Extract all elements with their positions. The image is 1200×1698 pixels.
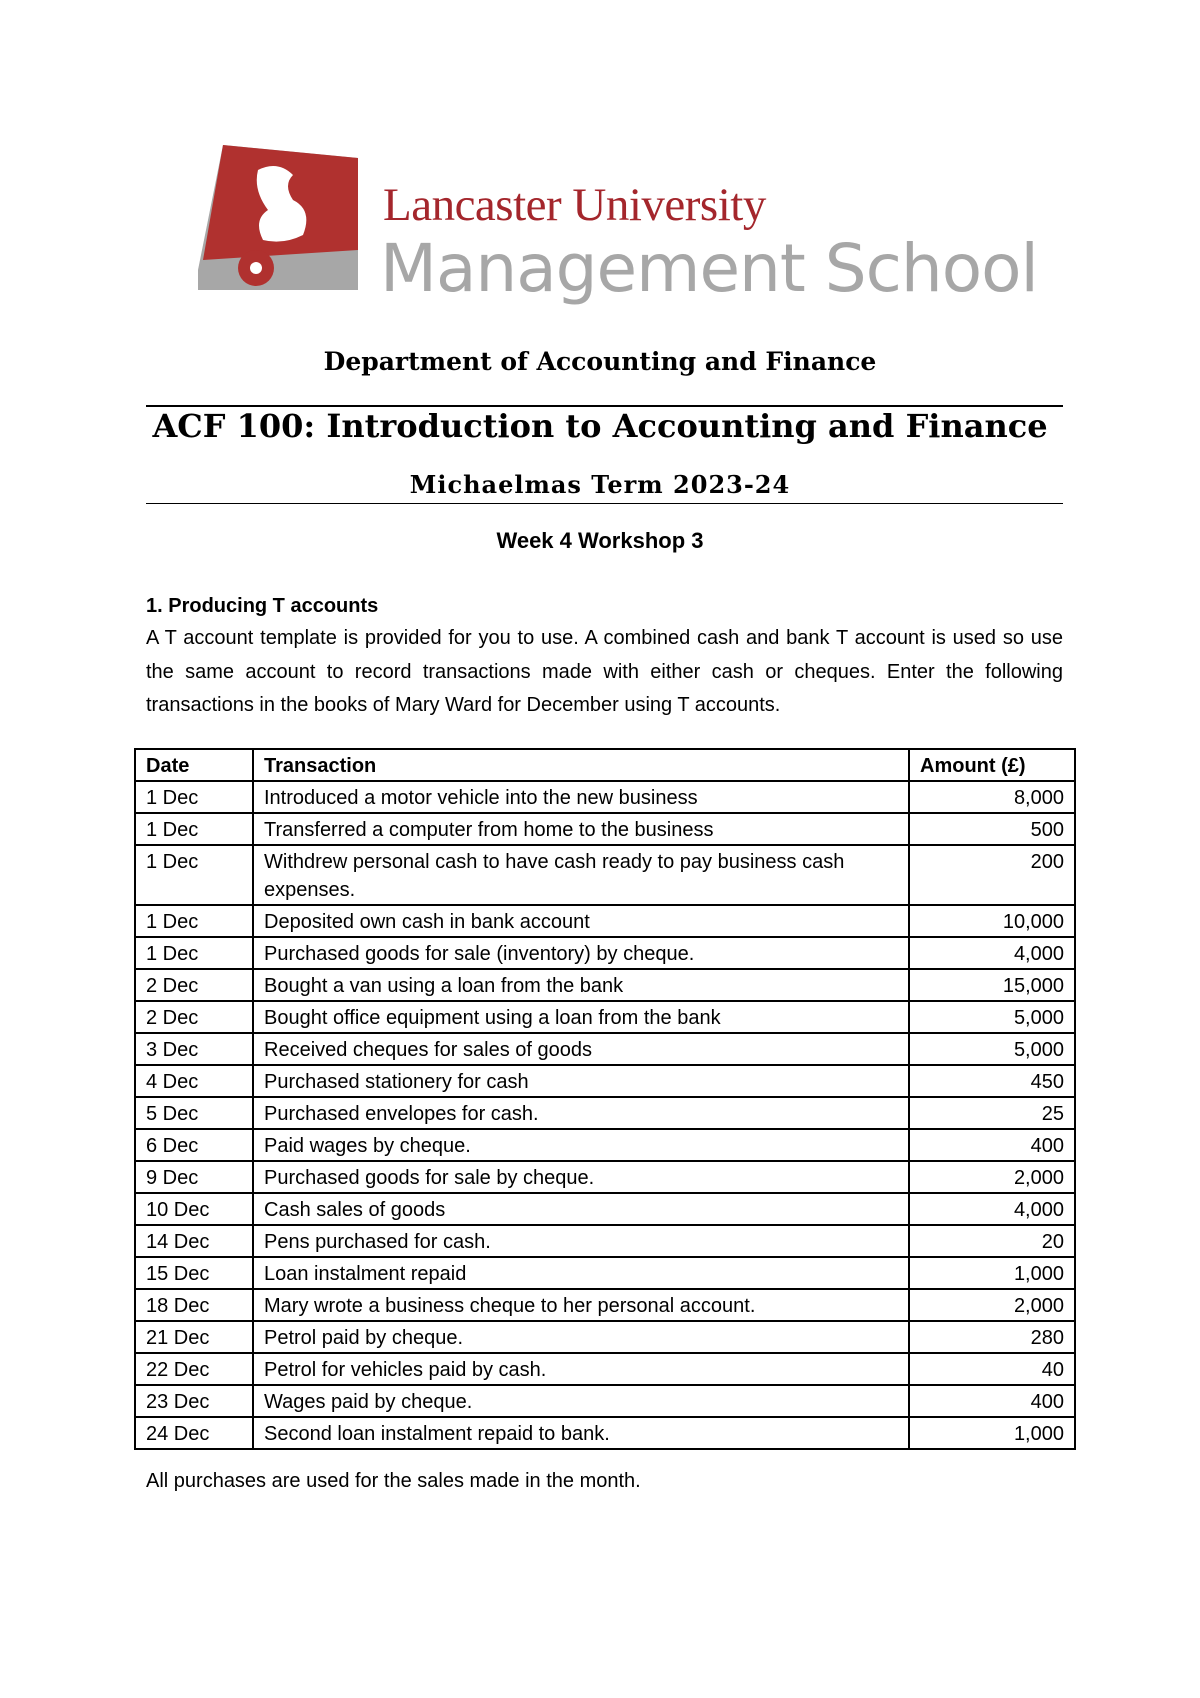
cell-date: 1 Dec (135, 937, 253, 969)
cell-transaction: Cash sales of goods (253, 1193, 909, 1225)
term: Michaelmas Term 2023-24 (409, 470, 791, 499)
cell-amount: 400 (909, 1129, 1075, 1161)
cell-date: 24 Dec (135, 1417, 253, 1449)
header-transaction: Transaction (253, 749, 909, 781)
cell-transaction: Purchased goods for sale by cheque. (253, 1161, 909, 1193)
cell-amount: 5,000 (909, 1001, 1075, 1033)
course-title: ACF 100: Introduction to Accounting and Finance (152, 407, 1048, 445)
cell-transaction: Pens purchased for cash. (253, 1225, 909, 1257)
table-row (135, 969, 1075, 1001)
cell-date: 18 Dec (135, 1289, 253, 1321)
cell-amount: 20 (909, 1225, 1075, 1257)
cell-date: 1 Dec (135, 905, 253, 937)
table-row (135, 1001, 1075, 1033)
table-row (135, 1321, 1075, 1353)
cell-amount: 4,000 (909, 1193, 1075, 1225)
table-row (135, 781, 1075, 813)
cell-date: 23 Dec (135, 1385, 253, 1417)
table-row (135, 1065, 1075, 1097)
divider (146, 503, 1063, 504)
cell-amount: 2,000 (909, 1289, 1075, 1321)
cell-amount: 400 (909, 1385, 1075, 1417)
cell-date: 21 Dec (135, 1321, 253, 1353)
section-heading: 1. Producing T accounts (146, 595, 379, 617)
cell-transaction: Paid wages by cheque. (253, 1129, 909, 1161)
table-row (135, 1225, 1075, 1257)
table-row (135, 1129, 1075, 1161)
cell-transaction: Bought office equipment using a loan from the bank (253, 1001, 909, 1033)
cell-amount: 500 (909, 813, 1075, 845)
cell-date: 3 Dec (135, 1033, 253, 1065)
table-row (135, 1417, 1075, 1449)
cell-amount: 4,000 (909, 937, 1075, 969)
cell-date: 6 Dec (135, 1129, 253, 1161)
table-row (135, 1289, 1075, 1321)
workshop-title: Week 4 Workshop 3 (496, 528, 704, 553)
table-row (135, 1193, 1075, 1225)
cell-date: 1 Dec (135, 813, 253, 845)
cell-transaction: Wages paid by cheque. (253, 1385, 909, 1417)
cell-amount: 15,000 (909, 969, 1075, 1001)
table-row (135, 937, 1075, 969)
table-row (135, 845, 1075, 905)
cell-date: 15 Dec (135, 1257, 253, 1289)
cell-transaction: Petrol paid by cheque. (253, 1321, 909, 1353)
cell-transaction: Purchased stationery for cash (253, 1065, 909, 1097)
cell-transaction: Introduced a motor vehicle into the new business (253, 781, 909, 813)
cell-transaction: Received cheques for sales of goods (253, 1033, 909, 1065)
cell-amount: 5,000 (909, 1033, 1075, 1065)
cell-transaction: Loan instalment repaid (253, 1257, 909, 1289)
crest-icon (198, 140, 363, 300)
table-row (135, 813, 1075, 845)
cell-amount: 40 (909, 1353, 1075, 1385)
table-row (135, 1257, 1075, 1289)
cell-amount: 1,000 (909, 1257, 1075, 1289)
table-row (135, 1353, 1075, 1385)
cell-date: 14 Dec (135, 1225, 253, 1257)
section-text: A T account template is provided for you to use. A combined cash and bank T account is used so use the same account to record transactions made with either cash or cheques. Enter the following transactions in the books of Mary Ward for December using T accounts. (146, 627, 1063, 716)
table-row (135, 1097, 1075, 1129)
footnote: All purchases are used for the sales made in the month. (146, 1470, 641, 1492)
table-header-row (135, 749, 1075, 781)
table-row (135, 1385, 1075, 1417)
department-name: Department of Accounting and Finance (323, 347, 877, 376)
cell-amount: 450 (909, 1065, 1075, 1097)
cell-transaction: Deposited own cash in bank account (253, 905, 909, 937)
cell-date: 9 Dec (135, 1161, 253, 1193)
cell-date: 1 Dec (135, 845, 253, 905)
cell-amount: 8,000 (909, 781, 1075, 813)
cell-date: 2 Dec (135, 1001, 253, 1033)
transactions-table (134, 748, 1076, 1450)
cell-transaction: Second loan instalment repaid to bank. (253, 1417, 909, 1449)
cell-transaction: Withdrew personal cash to have cash ready to pay business cash expenses. (253, 845, 909, 905)
cell-amount: 10,000 (909, 905, 1075, 937)
cell-date: 5 Dec (135, 1097, 253, 1129)
table-row (135, 1161, 1075, 1193)
cell-amount: 200 (909, 845, 1075, 905)
cell-amount: 2,000 (909, 1161, 1075, 1193)
table-row (135, 905, 1075, 937)
header-date: Date (135, 749, 253, 781)
cell-transaction: Purchased envelopes for cash. (253, 1097, 909, 1129)
cell-amount: 280 (909, 1321, 1075, 1353)
cell-transaction: Bought a van using a loan from the bank (253, 969, 909, 1001)
cell-transaction: Transferred a computer from home to the business (253, 813, 909, 845)
cell-transaction: Purchased goods for sale (inventory) by cheque. (253, 937, 909, 969)
logo-text-university: Lancaster University (383, 179, 766, 231)
logo-text-school: Management School (380, 230, 1038, 307)
cell-transaction: Petrol for vehicles paid by cash. (253, 1353, 909, 1385)
header-amount: Amount (£) (909, 749, 1075, 781)
table-row (135, 1033, 1075, 1065)
cell-date: 1 Dec (135, 781, 253, 813)
cell-date: 10 Dec (135, 1193, 253, 1225)
cell-amount: 1,000 (909, 1417, 1075, 1449)
cell-date: 22 Dec (135, 1353, 253, 1385)
cell-date: 2 Dec (135, 969, 253, 1001)
cell-amount: 25 (909, 1097, 1075, 1129)
cell-date: 4 Dec (135, 1065, 253, 1097)
cell-transaction: Mary wrote a business cheque to her personal account. (253, 1289, 909, 1321)
